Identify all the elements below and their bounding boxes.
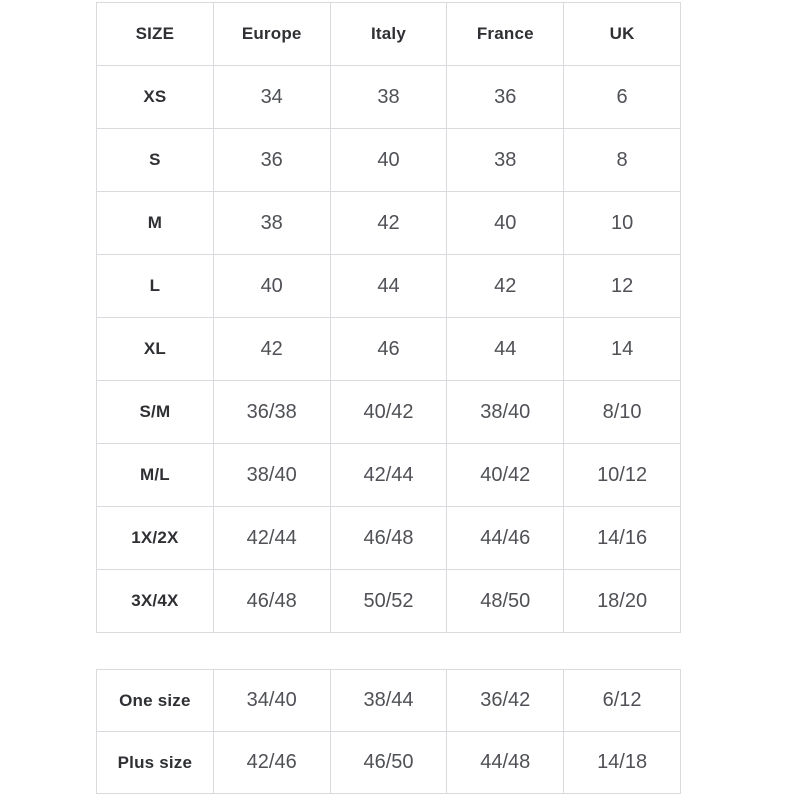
- row-label: 3X/4X: [97, 570, 214, 633]
- cell-value: 14/18: [564, 732, 681, 794]
- table-gap: [96, 633, 681, 669]
- cell-value: 38/40: [213, 444, 330, 507]
- column-header-europe: Europe: [213, 3, 330, 66]
- cell-value: 44: [330, 255, 447, 318]
- row-label: M: [97, 192, 214, 255]
- cell-value: 40/42: [447, 444, 564, 507]
- table-row: [97, 444, 681, 507]
- cell-value: 46/50: [330, 732, 447, 794]
- cell-value: 34: [213, 66, 330, 129]
- column-header-italy: Italy: [330, 3, 447, 66]
- cell-value: 36: [447, 66, 564, 129]
- table-row: [97, 129, 681, 192]
- cell-value: 14/16: [564, 507, 681, 570]
- column-header-size: SIZE: [97, 3, 214, 66]
- table-row: [97, 66, 681, 129]
- cell-value: 46/48: [213, 570, 330, 633]
- cell-value: 40/42: [330, 381, 447, 444]
- tables-container: [96, 2, 681, 794]
- table-row: [97, 255, 681, 318]
- row-label: M/L: [97, 444, 214, 507]
- table-row: [97, 318, 681, 381]
- cell-value: 36/42: [447, 670, 564, 732]
- row-label: S/M: [97, 381, 214, 444]
- cell-value: 18/20: [564, 570, 681, 633]
- cell-value: 40: [330, 129, 447, 192]
- cell-value: 38/40: [447, 381, 564, 444]
- header-row: [97, 3, 681, 66]
- cell-value: 38: [330, 66, 447, 129]
- cell-value: 8: [564, 129, 681, 192]
- cell-value: 38/44: [330, 670, 447, 732]
- cell-value: 38: [447, 129, 564, 192]
- table-row: [97, 732, 681, 794]
- cell-value: 42/44: [330, 444, 447, 507]
- column-header-uk: UK: [564, 3, 681, 66]
- cell-value: 10/12: [564, 444, 681, 507]
- cell-value: 42: [213, 318, 330, 381]
- cell-value: 40: [447, 192, 564, 255]
- table-row: [97, 507, 681, 570]
- cell-value: 36/38: [213, 381, 330, 444]
- row-label: L: [97, 255, 214, 318]
- cell-value: 40: [213, 255, 330, 318]
- cell-value: 10: [564, 192, 681, 255]
- cell-value: 46/48: [330, 507, 447, 570]
- cell-value: 6: [564, 66, 681, 129]
- cell-value: 38: [213, 192, 330, 255]
- cell-value: 8/10: [564, 381, 681, 444]
- cell-value: 12: [564, 255, 681, 318]
- cell-value: 44/46: [447, 507, 564, 570]
- cell-value: 44/48: [447, 732, 564, 794]
- cell-value: 6/12: [564, 670, 681, 732]
- cell-value: 42: [447, 255, 564, 318]
- cell-value: 14: [564, 318, 681, 381]
- cell-value: 42/46: [213, 732, 330, 794]
- cell-value: 48/50: [447, 570, 564, 633]
- cell-value: 42: [330, 192, 447, 255]
- cell-value: 34/40: [213, 670, 330, 732]
- cell-value: 44: [447, 318, 564, 381]
- size-conversion-table: [96, 2, 681, 633]
- row-label: XS: [97, 66, 214, 129]
- table-row: [97, 192, 681, 255]
- extra-sizes-table: [96, 669, 681, 794]
- row-label: One size: [97, 670, 214, 732]
- row-label: XL: [97, 318, 214, 381]
- cell-value: 36: [213, 129, 330, 192]
- row-label: Plus size: [97, 732, 214, 794]
- table-row: [97, 381, 681, 444]
- table-row: [97, 570, 681, 633]
- cell-value: 46: [330, 318, 447, 381]
- row-label: 1X/2X: [97, 507, 214, 570]
- row-label: S: [97, 129, 214, 192]
- column-header-france: France: [447, 3, 564, 66]
- table-row: [97, 670, 681, 732]
- cell-value: 42/44: [213, 507, 330, 570]
- cell-value: 50/52: [330, 570, 447, 633]
